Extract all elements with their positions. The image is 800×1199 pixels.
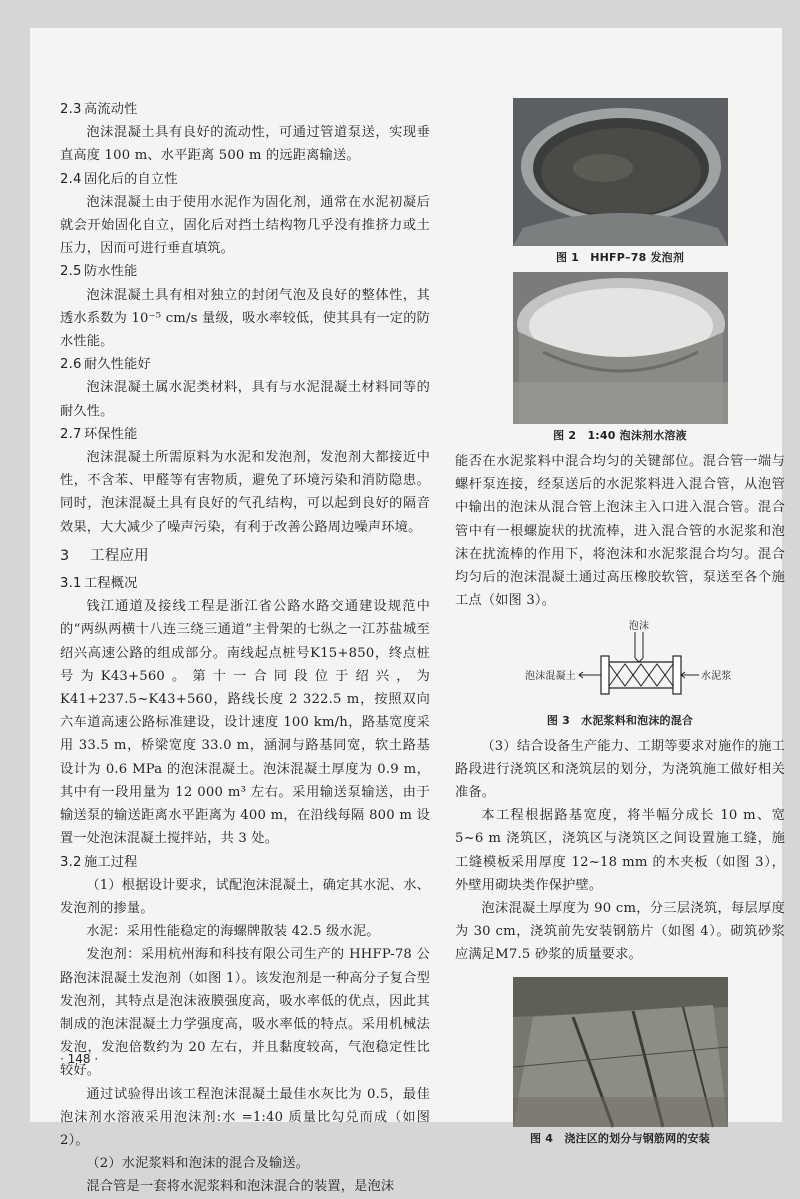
mixing-pipe-diagram — [513, 618, 732, 700]
figure-2 — [455, 272, 785, 444]
figure-4 — [455, 977, 785, 1147]
figure-1 — [455, 98, 785, 266]
figure-caption: 图 2 1:40 泡沫剂水溶液 — [553, 429, 687, 442]
photo-pour-zones — [513, 977, 728, 1127]
section-heading: 2.4 固化后的自立性 — [60, 171, 178, 187]
section-heading: 2.7 环保性能 — [60, 426, 138, 442]
paragraph: 泡沫混凝土所需原料为水泥和发泡剂，发泡剂大都接近中性，不含苯、甲醛等有害物质，避免了环境污染和消防隐患。同时，泡沫混凝土具有良好的气孔结构，可以起到良好的隔音效果，大大减少了噪声污染，有利于改善公路周边噪声环境。 — [60, 450, 430, 535]
left-column — [60, 98, 430, 1199]
paragraph: 本工程根据路基宽度，将半幅分成长 10 m、宽 5~6 m 浇筑区，浇筑区与浇筑区之间设置施工缝，施工缝模板采用厚度 12~18 mm 的木夹板（如图 3），外壁用砌块类作保护壁。 — [455, 808, 785, 893]
photo-foaming-agent — [513, 98, 728, 246]
paragraph: 泡沫混凝土由于使用水泥作为固化剂，通常在水泥初凝后就会开始固化自立，固化后对挡土结构物几乎没有推挤力或土压力，因而可进行垂直填筑。 — [60, 194, 430, 257]
figure-caption: 图 1 HHFP–78 发泡剂 — [555, 251, 685, 264]
paragraph: 能否在水泥浆料中混合均匀的关键部位。混合管一端与螺杆泵连接，经泵送后的水泥浆料进入混合管，从泡管中输出的泡沫从混合管上泡沫主入口进入混合管。混合管中有一根螺旋状的扰流棒，进入混合管的水泥浆和泡沫在扰流棒的作用下，将泡沫和水泥浆混合均匀。混合均匀后的泡沫混凝土通过高压橡胶软管，泵送至各个施工点（如图 3）。 — [455, 454, 785, 609]
figure-3 — [455, 618, 785, 728]
paragraph: 钱江通道及接线工程是浙江省公路水路交通建设规范中的“两纵两横十八连三绕三通道”主骨架的七纵之一江苏盐城至绍兴高速公路的组成部分。南线起点桩号K15+850，终点桩号为K43+560。第十一合同段位于绍兴，为K41+237.5~K43+560，路线长度 2 322.5 m，按照双向六车道高速公路标准建设，设计速度 100 km/h，路基宽度采用 33.5 m，桥梁宽度 33.0 m，涵洞与路基同宽，软土路基设计为 0.6 MPa 的泡沫混凝土。泡沫混凝土厚度为 0.9 m，其中有一段用量为 12 000 m³ 左右。采用输送泵输送，由于输送泵的输送距离水平距离为 400 m，在沿线每隔 800 m 设置一处泡沫混凝土搅拌站，共 3 处。 — [60, 599, 430, 847]
chapter-heading: 3 工程应用 — [60, 547, 149, 564]
figure-caption: 图 4 浇注区的划分与钢筋网的安装 — [530, 1131, 710, 1145]
section-heading: 3.1 工程概况 — [60, 576, 138, 592]
label-cement-slurry: 水泥浆 — [700, 671, 732, 683]
paragraph: 混合管是一套将水泥浆料和泡沫混合的装置，是泡沫 — [86, 1179, 395, 1195]
paragraph: 水泥：采用性能稳定的海螺牌散装 42.5 级水泥。 — [86, 924, 380, 940]
label-foam: 泡沫 — [628, 621, 649, 633]
bucket-solution-photo — [513, 272, 728, 424]
construction-site-photo — [513, 977, 728, 1127]
paragraph: （3）结合设备生产能力、工期等要求对施作的施工路段进行浇筑区和浇筑层的划分，为浇筑施工做好相关准备。 — [455, 738, 785, 801]
label-foam-concrete: 泡沫混凝土 — [524, 671, 576, 683]
paragraph: 泡沫混凝土厚度为 90 cm，分三层浇筑，每层厚度为 30 cm，浇筑前先安装钢筋片（如图 4）。砌筑砂浆应满足M7.5 砂浆的质量要求。 — [455, 901, 785, 963]
paragraph: （1）根据设计要求，试配泡沫混凝土，确定其水泥、水、发泡剂的掺量。 — [60, 877, 430, 916]
section-heading: 2.5 防水性能 — [60, 264, 138, 280]
section-heading: 3.2 施工过程 — [60, 854, 138, 870]
figure-caption: 图 3 水泥浆料和泡沫的混合 — [546, 713, 694, 727]
bucket-top-photo — [513, 98, 728, 246]
paragraph: （2）水泥浆料和泡沫的混合及输送。 — [86, 1156, 310, 1172]
section-heading: 2.6 耐久性能好 — [60, 357, 151, 373]
paragraph: 泡沫混凝土具有良好的流动性，可通过管道泵送，实现垂直高度 100 m、水平距离 500 m 的远距离输送。 — [60, 125, 430, 164]
photo-foam-solution — [513, 272, 728, 424]
page-number: · 148 · — [60, 1052, 99, 1066]
right-column — [455, 98, 785, 1153]
section-heading: 2.3 高流动性 — [60, 102, 138, 117]
paragraph: 通过试验得出该工程泡沫混凝土最佳水灰比为 0.5，最佳泡沫剂水溶液采用泡沫剂:水 =1:40 质量比勾兑而成（如图 2）。 — [60, 1086, 430, 1148]
paragraph: 发泡剂：采用杭州海和科技有限公司生产的 HHFP-78 公路泡沫混凝土发泡剂（如图 1）。该发泡剂是一种高分子复合型发泡剂，其特点是泡沫液膜强度高，吸水率低的优点，因此其制成的泡沫混凝土力学强度高，吸水率低的特点。采用机械法发泡，发泡倍数约为 20 左右，并且黏度较高，气泡稳定性比较好。 — [60, 947, 430, 1079]
paragraph: 泡沫混凝土属水泥类材料，具有与水泥混凝土材料同等的耐久性。 — [60, 380, 430, 419]
paragraph: 泡沫混凝土具有相对独立的封闭气泡及良好的整体性，其透水系数为 10⁻⁵ cm/s 量级，吸水率较低，使其具有一定的防水性能。 — [60, 287, 430, 350]
